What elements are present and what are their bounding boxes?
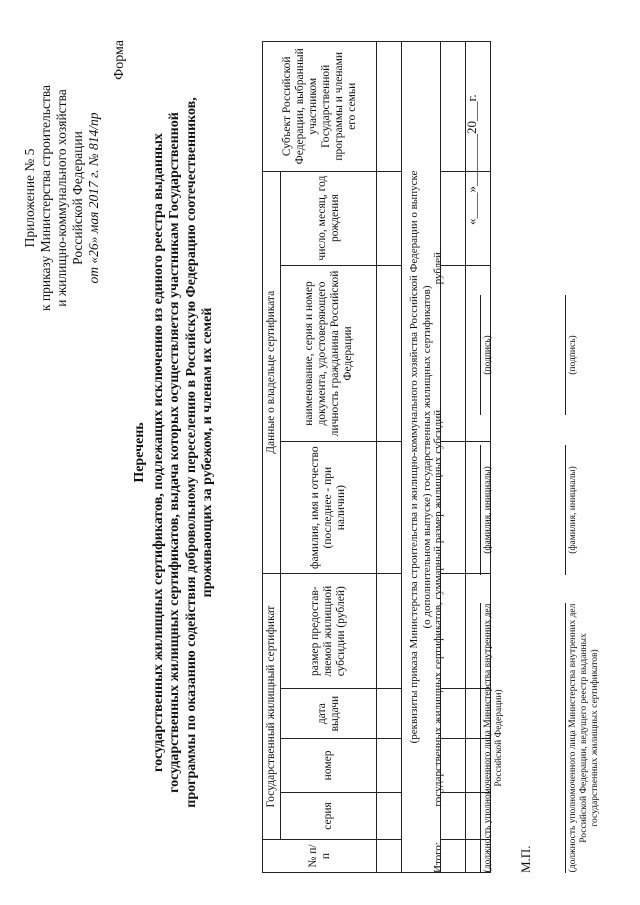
signature-1-position: (должность уполномоченного лица Министерства внутренних дел Российской Федерации) [483,603,504,873]
col-header-number: номер [281,738,377,792]
col-header-subject: Субъект Российской Федерации, выбранный участником Государственной программы и членами его семьи [263,42,377,172]
total-rubles: рублей [432,252,444,285]
form-label: Форма [112,40,127,80]
signature-2-sign: (подпись) [568,335,578,375]
total-row [432,41,445,873]
group-header-owner: Данные о владельце сертификата [263,171,281,574]
total-label: Итого: [432,842,444,873]
title-line-1: государственных жилищных сертификатов, подлежащих исключению из единого реестра выданных [150,133,166,772]
register-table-wrapper [262,41,491,873]
signature-2-name: (фамилия, инициалы) [568,466,578,554]
col-header-series: серия [281,792,377,839]
date-template: «____»________20___г. [464,94,479,225]
requisites-line-2: (о дополнительном выпуске) государственных жилищных сертификатов) [421,285,433,629]
signature-2-position: (должность уполномоченного лица Министерства внутренних дел Российской Федерации, ведущего реестр выданных государственных жилищных сертификатов) [568,603,600,873]
col-header-birth: число, месяц, год рождения [281,171,377,265]
col-header-subsidy: размер предостав-ляемой жилищной субсидии (рублей) [281,574,377,689]
title-line-4: проживающих за рубежом, и членам их семей [200,307,215,598]
register-table [262,41,491,873]
col-header-num: № п/п [263,840,377,873]
stamp-mp: М.П. [518,845,533,873]
appendix-title: Приложение № 5 [22,148,37,248]
title-main: Перечень [132,422,147,483]
table-header-row-1 [263,42,281,873]
table-row [377,42,402,873]
col-header-document: наименование, серия и номер документа, удостоверяющего личность гражданина Российской Федерации [281,265,377,442]
signature-1-name: (фамилия, инициалы) [483,466,493,554]
appendix-date-line: от «26» мая 2017 г. № 814/пр [86,112,101,284]
appendix-line-1: к приказу Министерства строительства [38,84,53,312]
signature-1-sign: (подпись) [483,335,493,375]
appendix-line-2: и жилищно-коммунального хозяйства [54,89,69,307]
title-line-3: программы по оказанию содействия добровольному переселению в Российскую Федерацию соотечественников, [183,97,199,808]
col-header-date: дата выдачи [281,689,377,738]
appendix-header [22,48,102,348]
col-header-fio: фамилия, имя и отчество (последнее - при наличии) [281,442,377,574]
title-line-2: государственных жилищных сертификатов, выдача которых осуществляется участникам Государственной [167,112,182,793]
requisites-line-1: (реквизиты приказа Министерства строительства и жилищно-коммунального хозяйства Российской Федерации о выпуске [408,170,420,744]
appendix-line-3: Российской Федерации [70,131,85,265]
total-text: государственных жилищных сертификатов, суммарный размер жилищных субсидий [432,409,444,807]
group-header-certificate: Государственный жилищный сертификат [263,574,281,840]
document-title [132,60,217,845]
